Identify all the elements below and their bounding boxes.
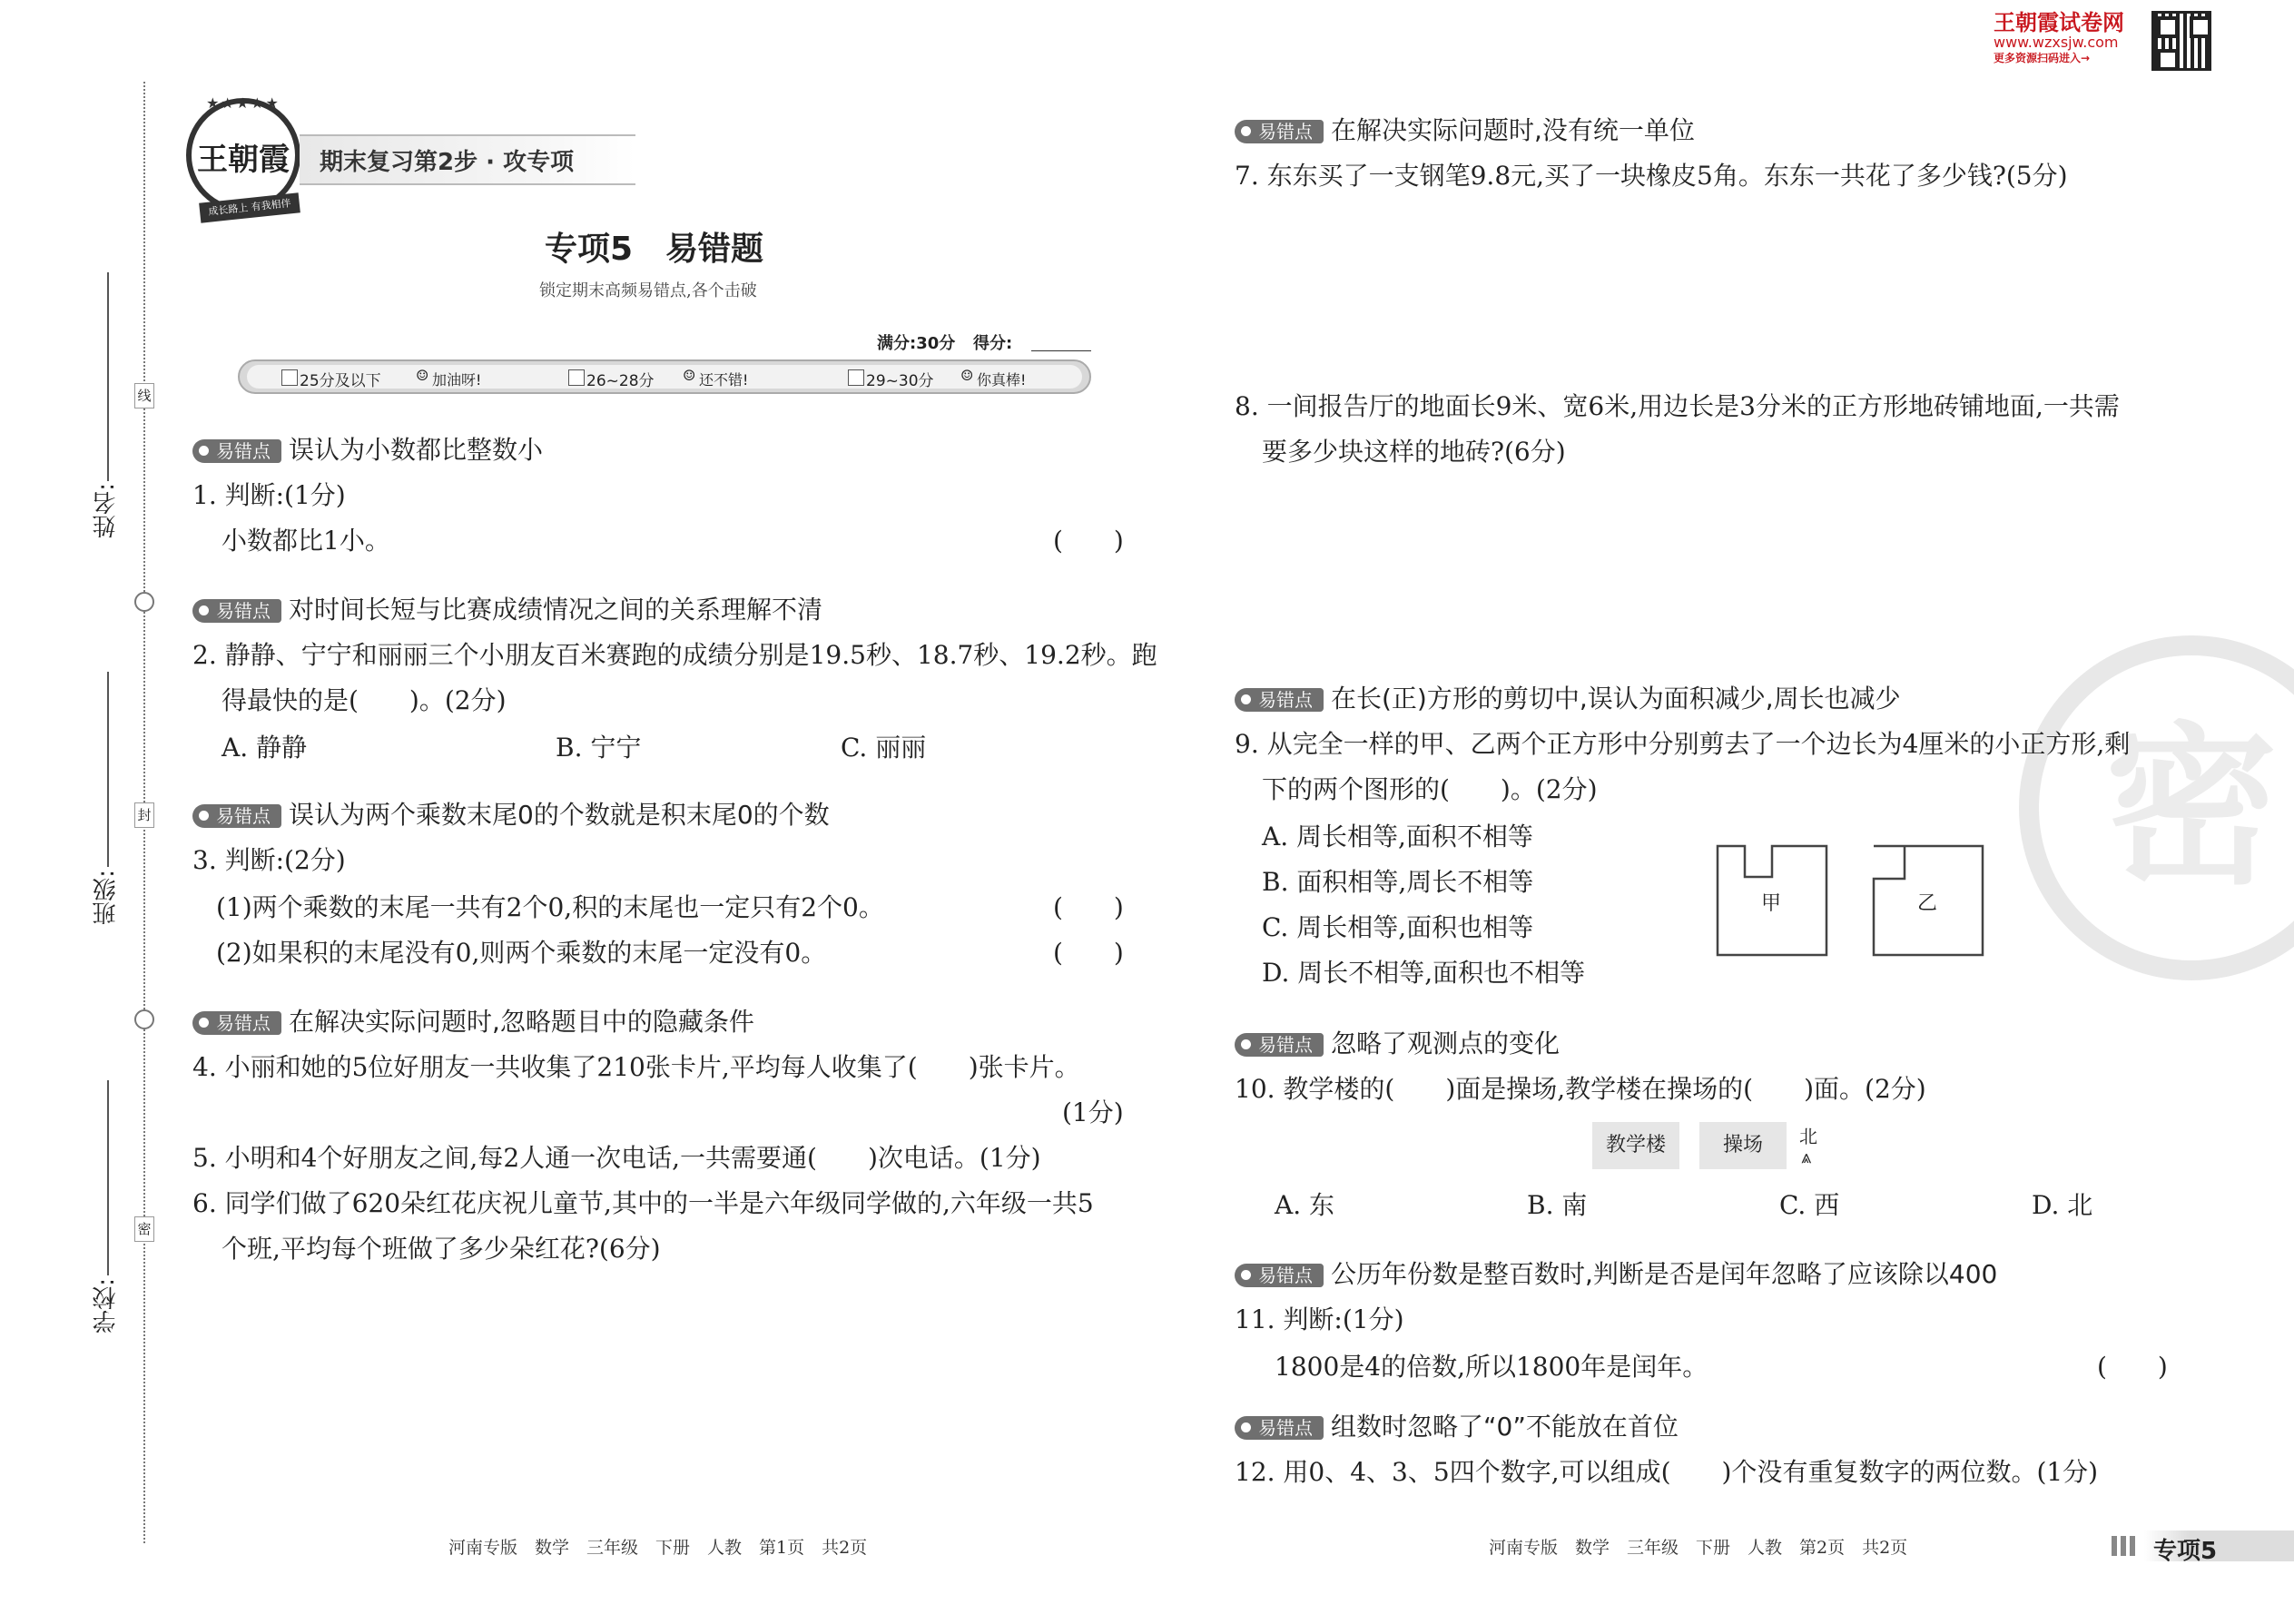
rating-3-label: 29~30分 bbox=[866, 372, 934, 390]
binding-mark-secret: 密 bbox=[134, 1216, 154, 1242]
question-2-line2: 得最快的是( )。(2分) bbox=[222, 685, 507, 715]
option-9b[interactable]: B. 面积相等,周长不相等 bbox=[1262, 867, 1534, 897]
question-6-line2: 个班,平均每个班做了多少朵红花?(6分) bbox=[222, 1234, 661, 1264]
option-10a[interactable]: A. 东 bbox=[1275, 1190, 1335, 1220]
option-2a[interactable]: A. 静静 bbox=[222, 733, 308, 763]
binding-mark-line: 线 bbox=[134, 383, 154, 408]
error-tag: 易错点 bbox=[1235, 688, 1324, 712]
question-3-1: (1)两个乘数的末尾一共有2个0,积的末尾也一定只有2个0。 bbox=[216, 892, 884, 922]
class-field[interactable] bbox=[107, 672, 109, 867]
smile-icon: ☺ bbox=[416, 367, 429, 384]
error-point-8: 易错点 公历年份数是整百数时,判断是否是闰年忽略了应该除以400 bbox=[1235, 1256, 1997, 1293]
header-banner bbox=[300, 134, 635, 185]
binding-circle-icon bbox=[134, 1009, 154, 1029]
question-2-line1: 2. 静静、宁宁和丽丽三个小朋友百米赛跑的成绩分别是19.5秒、18.7秒、19.2秒。跑 bbox=[192, 640, 1157, 670]
error-tag: 易错点 bbox=[1235, 1033, 1324, 1057]
question-4-score: (1分) bbox=[1062, 1097, 1124, 1127]
option-2b[interactable]: B. 宁宁 bbox=[556, 733, 642, 763]
field-box: 操场 bbox=[1699, 1122, 1787, 1169]
error-point-1: 易错点 误认为小数都比整数小 bbox=[192, 432, 543, 468]
footer-left: 河南专版 数学 三年级 下册 人教 第1页 共2页 bbox=[448, 1538, 868, 1558]
site-logo[interactable] bbox=[1994, 11, 2124, 65]
site-url: www.wzxsjw.com bbox=[1994, 34, 2119, 51]
school-field[interactable] bbox=[107, 1080, 109, 1275]
error-point-4: 易错点 在解决实际问题时,忽略题目中的隐藏条件 bbox=[192, 1004, 754, 1040]
rating-1-msg: 加油呀! bbox=[432, 371, 482, 389]
binding-circle-icon bbox=[134, 592, 154, 612]
question-4-line1: 4. 小丽和她的5位好朋友一共收集了210张卡片,平均每人收集了( )张卡片。 bbox=[192, 1052, 1080, 1082]
north-arrow-icon: ⩓ bbox=[1801, 1146, 1812, 1167]
figure-label-jia: 甲 bbox=[1761, 892, 1782, 915]
footer-badge bbox=[2144, 1530, 2294, 1565]
rating-1-label: 25分及以下 bbox=[300, 372, 381, 390]
question-10: 10. 教学楼的( )面是操场,教学楼在操场的( )面。(2分) bbox=[1235, 1074, 1926, 1104]
option-9a[interactable]: A. 周长相等,面积不相等 bbox=[1262, 822, 1533, 851]
brand-name: 王朝霞 bbox=[197, 142, 290, 178]
error-tag: 易错点 bbox=[1235, 1264, 1324, 1287]
question-1: 1. 判断:(1分) bbox=[192, 480, 346, 510]
option-2c[interactable]: C. 丽丽 bbox=[841, 733, 927, 763]
name-label: 姓名: bbox=[93, 483, 120, 538]
answer-paren-3-2[interactable]: ( ) bbox=[1053, 938, 1124, 968]
question-8-line2: 要多少块这样的地砖?(6分) bbox=[1262, 437, 1566, 467]
question-11: 11. 判断:(1分) bbox=[1235, 1304, 1404, 1334]
option-10c[interactable]: C. 西 bbox=[1779, 1190, 1840, 1220]
question-3-2: (2)如果积的末尾没有0,则两个乘数的末尾一定没有0。 bbox=[216, 938, 827, 968]
full-score: 满分:30分 bbox=[877, 334, 956, 353]
class-label: 班级: bbox=[93, 870, 120, 925]
error-point-6: 易错点 在长(正)方形的剪切中,误认为面积减少,周长也减少 bbox=[1235, 681, 1901, 717]
error-tag: 易错点 bbox=[192, 804, 281, 828]
error-point-7: 易错点 忽略了观测点的变化 bbox=[1235, 1026, 1560, 1062]
error-tag: 易错点 bbox=[192, 1011, 281, 1035]
binding-mark-seal: 封 bbox=[134, 802, 154, 828]
rating-checkbox-2[interactable] bbox=[568, 369, 585, 386]
brand-stars: ★★★★★ bbox=[206, 94, 281, 112]
rating-checkbox-3[interactable] bbox=[848, 369, 864, 386]
answer-paren-1[interactable]: ( ) bbox=[1053, 526, 1124, 556]
question-5: 5. 小明和4个好朋友之间,每2人通一次电话,一共需要通( )次电话。(1分) bbox=[192, 1143, 1041, 1173]
score-label: 得分: bbox=[973, 334, 1013, 353]
error-point-5: 易错点 在解决实际问题时,没有统一单位 bbox=[1235, 113, 1695, 149]
footer-badge-text: 专项5 bbox=[2153, 1538, 2218, 1565]
page-title: 专项5 易错题 bbox=[545, 231, 764, 268]
question-1-statement: 小数都比1小。 bbox=[222, 526, 390, 556]
site-name: 王朝霞试卷网 bbox=[1994, 10, 2124, 35]
error-point-2: 易错点 对时间长短与比赛成绩情况之间的关系理解不清 bbox=[192, 592, 822, 628]
rating-2-msg: 还不错! bbox=[699, 371, 749, 389]
figure-squares bbox=[1716, 844, 1988, 959]
rating-3-msg: 你真棒! bbox=[977, 371, 1027, 389]
name-field[interactable] bbox=[107, 272, 109, 481]
question-8-line1: 8. 一间报告厅的地面长9米、宽6米,用边长是3分米的正方形地砖铺地面,一共需 bbox=[1235, 391, 2120, 421]
building-box: 教学楼 bbox=[1592, 1122, 1679, 1169]
error-tag: 易错点 bbox=[1235, 120, 1324, 143]
school-label: 学校: bbox=[93, 1278, 120, 1334]
question-9-line1: 9. 从完全一样的甲、乙两个正方形中分别剪去了一个边长为4厘米的小正方形,剩 bbox=[1235, 729, 2131, 759]
rating-2-label: 26~28分 bbox=[586, 372, 655, 390]
error-tag: 易错点 bbox=[192, 599, 281, 623]
error-tag: 易错点 bbox=[192, 439, 281, 463]
north-label: 北 bbox=[1799, 1126, 1817, 1147]
answer-paren-3-1[interactable]: ( ) bbox=[1053, 892, 1124, 922]
error-tag: 易错点 bbox=[1235, 1416, 1324, 1440]
option-10b[interactable]: B. 南 bbox=[1527, 1190, 1588, 1220]
question-11-statement: 1800是4的倍数,所以1800年是闰年。 bbox=[1275, 1352, 1708, 1382]
question-12: 12. 用0、4、3、5四个数字,可以组成( )个没有重复数字的两位数。(1分) bbox=[1235, 1457, 2099, 1487]
option-9d[interactable]: D. 周长不相等,面积也不相等 bbox=[1262, 958, 1586, 988]
rating-bar bbox=[238, 359, 1091, 394]
page-subtitle: 锁定期末高频易错点,各个击破 bbox=[539, 281, 757, 300]
qr-code-icon[interactable] bbox=[2151, 11, 2211, 71]
smile-icon: ☺ bbox=[960, 367, 974, 384]
rating-checkbox-1[interactable] bbox=[281, 369, 298, 386]
answer-paren-11[interactable]: ( ) bbox=[2097, 1352, 2168, 1382]
footer-right: 河南专版 数学 三年级 下册 人教 第2页 共2页 bbox=[1489, 1538, 1908, 1558]
score-field[interactable] bbox=[1031, 350, 1091, 351]
site-slogan: 更多资源扫码进入→ bbox=[1994, 52, 2091, 64]
watermark-seal-icon: 密 bbox=[2019, 635, 2294, 980]
question-9-line2: 下的两个图形的( )。(2分) bbox=[1262, 774, 1598, 804]
banner-text: 期末复习第2步 · 攻专项 bbox=[320, 149, 575, 176]
smile-icon: ☺ bbox=[683, 367, 696, 384]
brand-ribbon: 成长路上 有我相伴 bbox=[199, 192, 300, 222]
error-point-3: 易错点 误认为两个乘数末尾0的个数就是积末尾0的个数 bbox=[192, 797, 830, 833]
question-3: 3. 判断:(2分) bbox=[192, 845, 346, 875]
question-7: 7. 东东买了一支钢笔9.8元,买了一块橡皮5角。东东一共花了多少钱?(5分) bbox=[1235, 161, 2068, 191]
option-10d[interactable]: D. 北 bbox=[2032, 1190, 2093, 1220]
footer-grid-icon bbox=[2112, 1536, 2139, 1556]
question-6-line1: 6. 同学们做了620朵红花庆祝儿童节,其中的一半是六年级同学做的,六年级一共5 bbox=[192, 1188, 1094, 1218]
option-9c[interactable]: C. 周长相等,面积也相等 bbox=[1262, 912, 1534, 942]
error-point-9: 易错点 组数时忽略了“0”不能放在首位 bbox=[1235, 1409, 1679, 1445]
figure-label-yi: 乙 bbox=[1917, 892, 1938, 915]
